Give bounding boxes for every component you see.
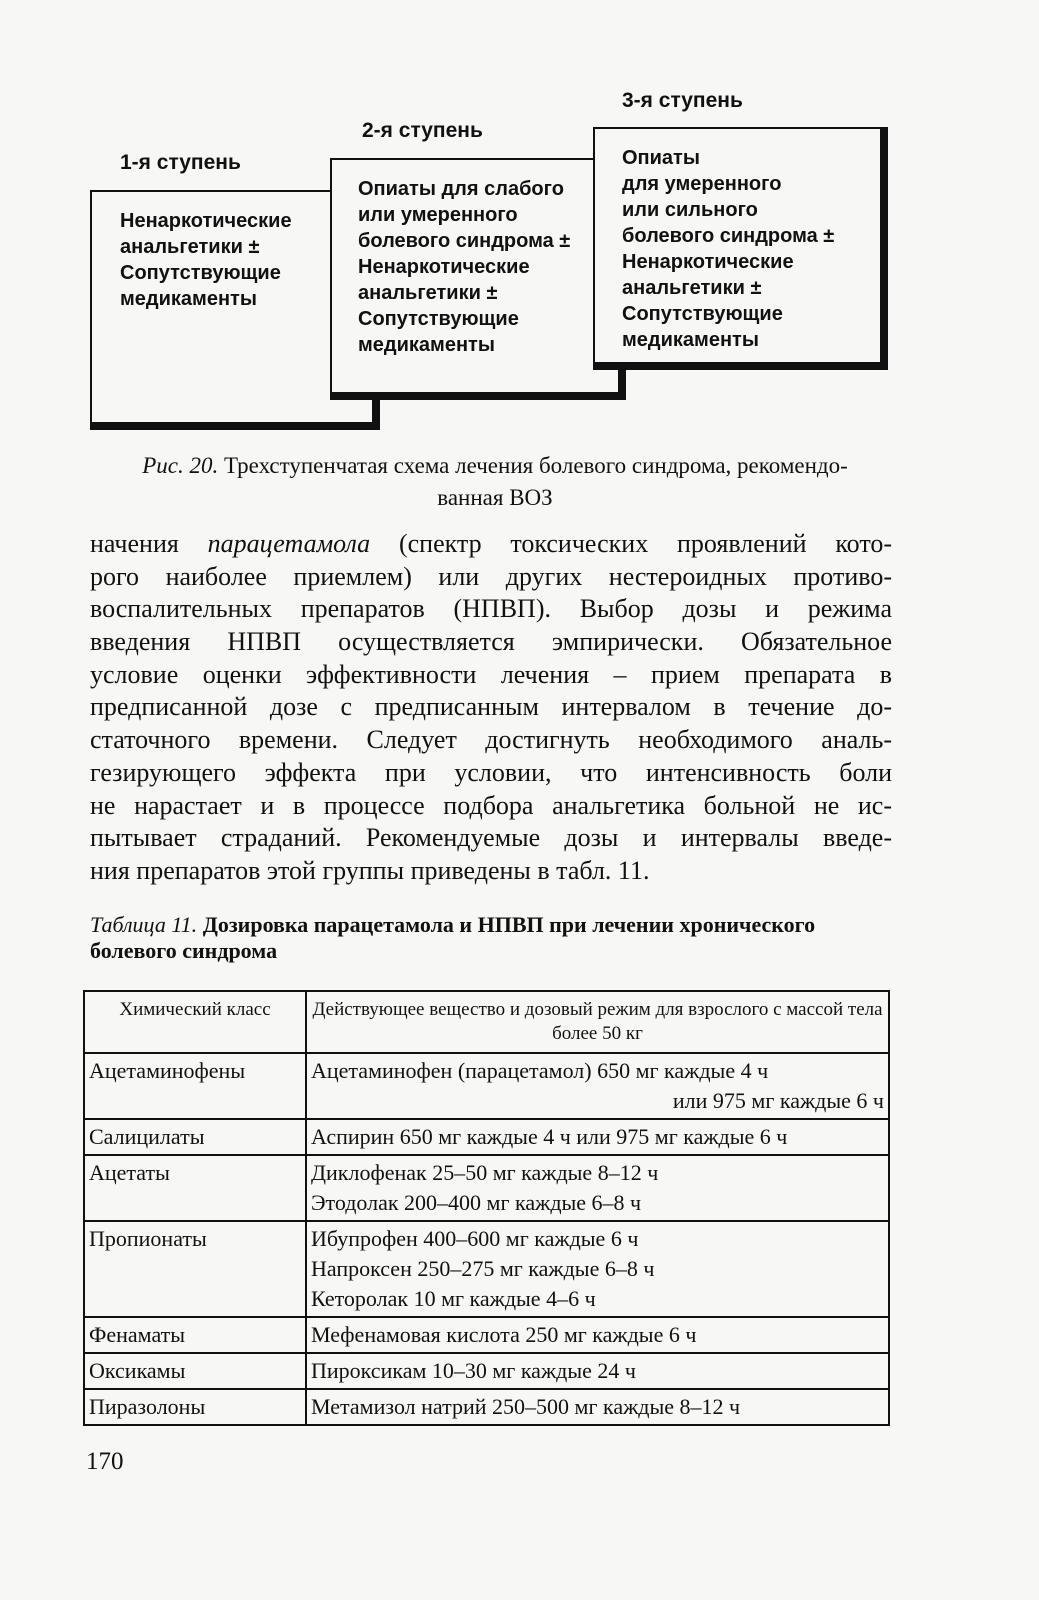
table-row	[84, 1155, 889, 1221]
dose-line: Метамизол натрий 250–500 мг каждые 8–12 ч	[311, 1394, 741, 1419]
table-caption	[90, 912, 892, 964]
step-3-line: для умеренного	[622, 173, 782, 195]
table-row	[84, 1389, 889, 1425]
table-header-row	[84, 991, 889, 1053]
dose-cell	[306, 1221, 889, 1317]
table-row	[84, 1221, 889, 1317]
body-line: ния препаратов этой группы приведены в табл. 11.	[90, 855, 650, 885]
step-1-line: анальгетики ±	[120, 236, 260, 258]
class-cell: Пропионаты	[84, 1221, 306, 1317]
body-line	[90, 528, 892, 561]
class-cell: Оксикамы	[84, 1353, 306, 1389]
dose-cell	[306, 1353, 889, 1389]
body-line-text: начения парацетамола (спектр токсических проявлений кото-	[90, 529, 892, 558]
class-cell: Ацетаты	[84, 1155, 306, 1221]
step-2-line: Опиаты для слабого	[358, 178, 564, 200]
dose-line: Аспирин 650 мг каждые 4 ч или 975 мг каждые 6 ч	[311, 1124, 788, 1149]
step-3-line: медикаменты	[622, 329, 759, 351]
class-cell: Салицилаты	[84, 1119, 306, 1155]
step-1-line: Ненаркотические	[120, 210, 292, 232]
step-3-label: 3-я ступень	[622, 89, 743, 112]
body-line: не нарастает и в процессе подбора анальгетика больной не ис-	[90, 790, 892, 820]
step-3-line: Опиаты	[622, 147, 700, 169]
class-cell: Пиразолоны	[84, 1389, 306, 1425]
body-line: условие оценки эффективности лечения – прием препарата в	[90, 659, 892, 689]
body-line: гезирующего эффекта при условии, что интенсивность боли	[90, 757, 892, 787]
step-3-line: болевого синдрома ±	[622, 225, 835, 247]
step-3-line: анальгетики ±	[622, 277, 762, 299]
step-2-line: анальгетики ±	[358, 282, 498, 304]
dose-line: Кеторолак 10 мг каждые 4–6 ч	[311, 1286, 596, 1311]
figure-label: Рис. 20.	[142, 453, 219, 478]
step-2-line: медикаменты	[358, 334, 495, 356]
figure-caption-text: Трехступенчатая схема лечения болевого синдрома, рекомендо-	[218, 453, 848, 478]
table-label: Таблица 11.	[90, 912, 198, 937]
step-1-text	[120, 208, 292, 312]
dose-line: Напроксен 250–275 мг каждые 6–8 ч	[311, 1256, 655, 1281]
dose-cell	[306, 1155, 889, 1221]
table-row	[84, 1353, 889, 1389]
step-2-line: Сопутствующие	[358, 308, 519, 330]
page-number: 170	[86, 1448, 124, 1475]
body-paragraph	[90, 528, 892, 888]
drug-name-emphasis: парацетамола	[207, 529, 371, 558]
table-title: Дозировка парацетамола и НПВП при лечении хронического болевого синдрома	[90, 912, 816, 963]
body-line: пытывает страданий. Рекомендуемые дозы и интервалы введе-	[90, 823, 892, 853]
figure-caption	[90, 450, 900, 514]
step-1-line: Сопутствующие	[120, 262, 281, 284]
step-2-line: или умеренного	[358, 204, 518, 226]
table-row	[84, 1317, 889, 1353]
class-cell: Фенаматы	[84, 1317, 306, 1353]
step-2-label: 2-я ступень	[362, 119, 483, 142]
dose-line: Мефенамовая кислота 250 мг каждые 6 ч	[311, 1322, 697, 1347]
step-3-line: или сильного	[622, 199, 758, 221]
body-line: воспалительных препаратов (НПВП). Выбор дозы и режима	[90, 594, 892, 624]
dose-cell	[306, 1317, 889, 1353]
table-row	[84, 1119, 889, 1155]
body-line: статочного времени. Следует достигнуть необходимого аналь-	[90, 725, 892, 755]
dose-line: Пироксикам 10–30 мг каждые 24 ч	[311, 1358, 636, 1383]
class-cell: Ацетаминофены	[84, 1053, 306, 1119]
step-2-text	[358, 176, 570, 358]
step-2-line: Ненаркотические	[358, 256, 530, 278]
dose-line: Ибупрофен 400–600 мг каждые 6 ч	[311, 1226, 639, 1251]
step-1-line: медикаменты	[120, 288, 257, 310]
step-3-text	[622, 145, 834, 353]
dosage-table	[83, 990, 890, 1426]
body-line: предписанной дозе с предписанным интервалом в течение до-	[90, 692, 892, 722]
figure-caption-line-1	[90, 450, 900, 482]
header-class: Химический класс	[84, 991, 306, 1053]
body-line: рого наиболее приемлем) или других нестероидных противо-	[90, 561, 892, 591]
figure-caption-line-2: ванная ВОЗ	[437, 485, 553, 510]
dose-line: или 975 мг каждые 6 ч	[672, 1088, 884, 1113]
step-3-line: Сопутствующие	[622, 303, 783, 325]
dose-cell	[306, 1053, 889, 1119]
dose-cell	[306, 1119, 889, 1155]
step-1-label: 1-я ступень	[120, 151, 241, 174]
header-substance: Действующее вещество и дозовый режим для взрослого с массой тела более 50 кг	[306, 991, 889, 1053]
step-3-line: Ненаркотические	[622, 251, 794, 273]
dose-cell	[306, 1389, 889, 1425]
dose-line: Этодолак 200–400 мг каждые 6–8 ч	[311, 1190, 642, 1215]
body-line: введения НПВП осуществляется эмпирически. Обязательное	[90, 627, 892, 657]
dose-line: Ацетаминофен (парацетамол) 650 мг каждые 4 ч	[311, 1058, 769, 1083]
dose-line: Диклофенак 25–50 мг каждые 8–12 ч	[311, 1160, 659, 1185]
step-2-line: болевого синдрома ±	[358, 230, 571, 252]
table-row	[84, 1053, 889, 1119]
